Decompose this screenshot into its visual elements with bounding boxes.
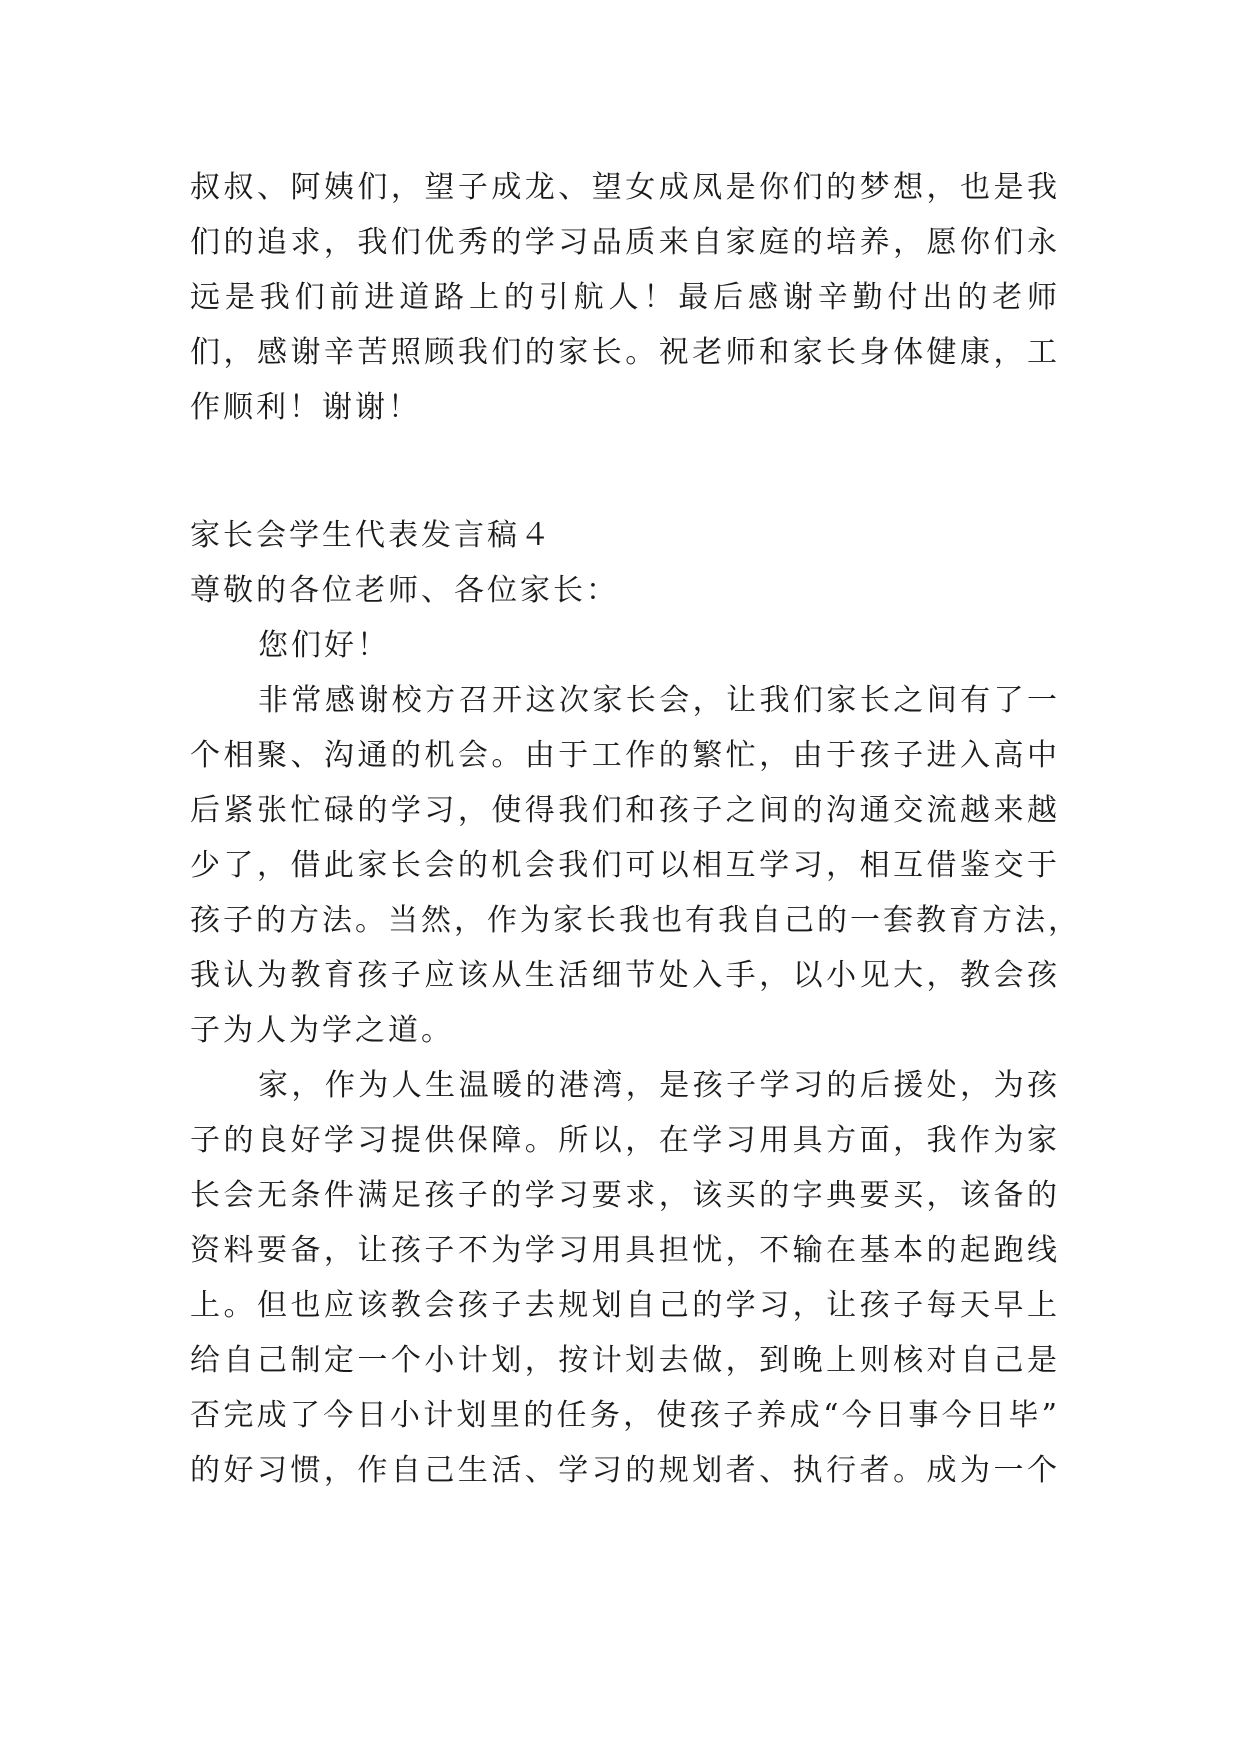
text-line: 资料要备，让孩子不为学习用具担忧，不输在基本的起跑线 (190, 1233, 1060, 1268)
text-line: 子的良好学习提供保障。所以，在学习用具方面，我作为家 (190, 1123, 1060, 1158)
text-line: 的好习惯，作自己生活、学习的规划者、执行者。成为一个 (190, 1453, 1060, 1488)
text-line: 作顺利！谢谢！ (190, 390, 421, 425)
text-line: 非常感谢校方召开这次家长会，让我们家长之间有了一 (258, 683, 1060, 718)
text-line: 远是我们前进道路上的引航人！最后感谢辛勤付出的老师 (190, 280, 1060, 315)
text-line: 长会无条件满足孩子的学习要求，该买的字典要买，该备的 (190, 1178, 1060, 1213)
top-paragraph (190, 160, 1060, 435)
text-line: 们的追求，我们优秀的学习品质来自家庭的培养，愿你们永 (190, 225, 1060, 260)
text-line: 否完成了今日小计划里的任务，使孩子养成“今日事今日毕” (190, 1398, 1060, 1433)
text-line: 们，感谢辛苦照顾我们的家长。祝老师和家长身体健康，工 (190, 335, 1060, 370)
text-line: 后紧张忙碌的学习，使得我们和孩子之间的沟通交流越来越 (190, 793, 1060, 828)
text-line: 孩子的方法。当然，作为家长我也有我自己的一套教育方法， (190, 903, 1081, 938)
text-line: 少了，借此家长会的机会我们可以相互学习，相互借鉴交于 (190, 848, 1060, 883)
text-line: 上。但也应该教会孩子去规划自己的学习，让孩子每天早上 (190, 1288, 1060, 1323)
greeting: 您们好！ (258, 628, 390, 663)
section-title: 家长会学生代表发言稿４ (190, 518, 553, 553)
text-line: 我认为教育孩子应该从生活细节处入手，以小见大，教会孩 (190, 958, 1060, 993)
text-line: 家，作为人生温暖的港湾，是孩子学习的后援处，为孩 (258, 1068, 1060, 1103)
paragraph-2 (190, 1058, 1060, 1498)
text-line: 子为人为学之道。 (190, 1013, 454, 1048)
text-line: 给自己制定一个小计划，按计划去做，到晚上则核对自己是 (190, 1343, 1060, 1378)
salutation: 尊敬的各位老师、各位家长： (190, 573, 619, 608)
text-line: 叔叔、阿姨们，望子成龙、望女成凤是你们的梦想，也是我 (190, 170, 1060, 205)
section-heading (190, 508, 1060, 563)
paragraph-1 (190, 673, 1081, 1058)
speech-body (190, 563, 1081, 1498)
text-line: 个相聚、沟通的机会。由于工作的繁忙，由于孩子进入高中 (190, 738, 1060, 773)
